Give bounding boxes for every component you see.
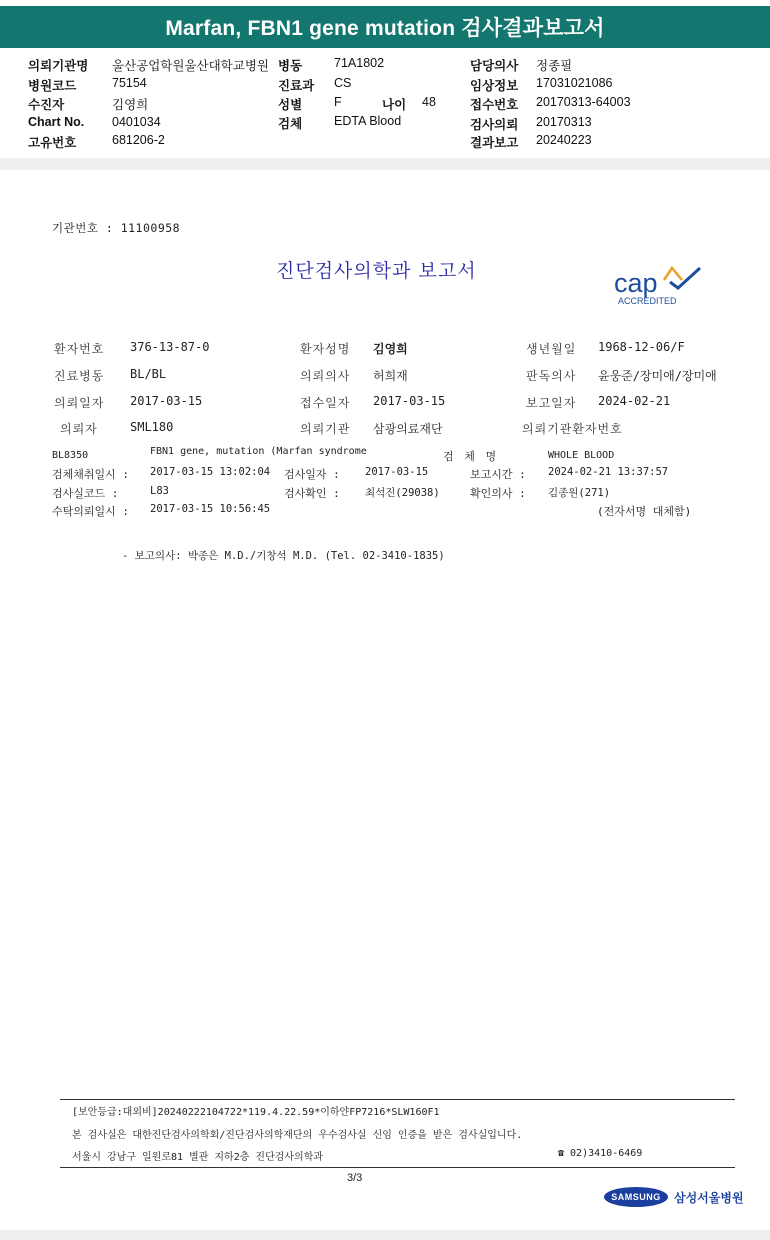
e-signature-note: (전자서명 대체함): [597, 505, 692, 518]
header-value: 681206-2: [112, 133, 165, 147]
header-value: EDTA Blood: [334, 114, 402, 128]
lab-address: 서울시 강남구 일원로81 별관 지하2층 진단검사의학과: [72, 1152, 324, 1163]
test-code: BL8350: [52, 450, 89, 461]
specimen-label: 검 체 명: [443, 450, 499, 463]
grid-value: 2017-03-15: [130, 394, 203, 408]
specimen-value: WHOLE BLOOD: [548, 450, 615, 461]
detail-label: 검사실코드 :: [52, 487, 119, 500]
grid-value: 삼광의료재단: [373, 422, 443, 436]
detail-value: 2017-03-15: [365, 466, 429, 478]
reporting-doctors: - 보고의사: 박종은 M.D./기창석 M.D. (Tel. 02-3410-1835): [122, 550, 445, 562]
detail-label: 검사일자 :: [284, 468, 340, 481]
age-label: 나이: [382, 98, 407, 112]
header-value: 20170313: [536, 115, 592, 129]
header-value: F: [334, 95, 342, 109]
patient-header: [0, 48, 770, 158]
grid-label: 접수일자: [300, 396, 351, 410]
detail-value: L83: [150, 485, 169, 497]
header-label: Chart No.: [28, 115, 85, 129]
header-value: CS: [334, 76, 352, 90]
grid-label: 의뢰기관환자번호: [522, 422, 623, 436]
certification-text: 본 검사실은 대한진단검사의학회/진단검사의학재단의 우수검사실 신임 인증을 받은 검사실입니다.: [72, 1130, 523, 1141]
header-value: 울산공업학원울산대학교병원: [112, 59, 269, 73]
footer-top-rule: [60, 1099, 735, 1100]
header-value: 0401034: [112, 115, 161, 129]
age-value: 48: [422, 95, 436, 109]
detail-label: 검체채취일시 :: [52, 468, 130, 481]
detail-value: 최석진(29038): [365, 487, 440, 499]
header-value: 75154: [112, 76, 147, 90]
header-label: 임상정보: [470, 79, 519, 93]
grid-label: 생년월일: [526, 342, 577, 356]
grid-value: BL/BL: [130, 367, 167, 381]
samsung-logo: SAMSUNG: [604, 1187, 668, 1207]
report-title: 진단검사의학과 보고서: [276, 260, 477, 282]
header-value: 김영희: [112, 98, 149, 112]
grid-label: 환자성명: [300, 342, 351, 356]
grid-value: 허희재: [373, 369, 408, 383]
grid-label: 의뢰자: [60, 422, 98, 436]
header-label: 진료과: [278, 79, 315, 93]
report-document: [0, 170, 770, 1230]
header-label: 담당의사: [470, 59, 519, 73]
cap-logo-subtext: ACCREDITED: [618, 296, 677, 306]
grid-value: 2017-03-15: [373, 394, 446, 408]
detail-label: 보고시간 :: [470, 468, 526, 481]
grid-value: 김영희: [373, 342, 408, 356]
header-value: 20240223: [536, 133, 592, 147]
header-label: 병동: [278, 59, 303, 73]
header-separator: [0, 158, 770, 170]
header-label: 고유번호: [28, 136, 77, 150]
header-label: 수진자: [28, 98, 65, 112]
grid-label: 의뢰일자: [54, 396, 105, 410]
security-line: [보안등급:대외비]20240222104722*119.4.22.59*이하얀FP7216*SLW160F1: [72, 1107, 440, 1118]
footer-bottom-rule: [60, 1167, 735, 1168]
detail-value: 2017-03-15 13:02:04: [150, 466, 271, 478]
header-label: 접수번호: [470, 98, 519, 112]
grid-label: 의뢰기관: [300, 422, 351, 436]
detail-value: 2024-02-21 13:37:57: [548, 466, 669, 478]
header-label: 성별: [278, 98, 303, 112]
header-label: 검체: [278, 117, 303, 131]
grid-label: 진료병동: [54, 369, 105, 383]
detail-label: 검사확인 :: [284, 487, 340, 500]
detail-value: 김종원(271): [548, 487, 611, 499]
grid-value: SML180: [130, 420, 174, 434]
bottom-margin: [0, 1230, 770, 1240]
test-name: FBN1 gene, mutation (Marfan syndrome: [150, 446, 367, 457]
page-number: 3/3: [347, 1172, 363, 1184]
grid-label: 의뢰의사: [300, 369, 351, 383]
cap-accredited-logo: [612, 262, 708, 310]
detail-value: 2017-03-15 10:56:45: [150, 503, 271, 515]
grid-value: 윤웅준/장미애/장미애: [598, 369, 717, 383]
grid-value: 1968-12-06/F: [598, 340, 685, 354]
grid-value: 376-13-87-0: [130, 340, 210, 354]
grid-label: 환자번호: [54, 342, 105, 356]
header-value: 71A1802: [334, 56, 385, 70]
header-value: 20170313-64003: [536, 95, 631, 109]
detail-label: 확인의사 :: [470, 487, 526, 500]
cap-logo-text: cap: [614, 268, 658, 298]
header-label: 병원코드: [28, 79, 77, 93]
institution-number: 기관번호 : 11100958: [52, 221, 181, 235]
header-label: 검사의뢰: [470, 118, 519, 132]
header-value: 정종필: [536, 59, 573, 73]
header-label: 결과보고: [470, 136, 519, 150]
grid-label: 판독의사: [526, 369, 577, 383]
detail-label: 수탁의뢰일시 :: [52, 505, 130, 518]
header-label: 의뢰기관명: [28, 59, 89, 73]
hospital-name: 삼성서울병원: [674, 1191, 744, 1205]
grid-value: 2024-02-21: [598, 394, 671, 408]
page-title: Marfan, FBN1 gene mutation 검사결과보고서: [0, 6, 770, 48]
grid-label: 보고일자: [526, 396, 577, 410]
header-value: 17031021086: [536, 76, 613, 90]
lab-phone: ☎ 02)3410-6469: [558, 1148, 643, 1159]
